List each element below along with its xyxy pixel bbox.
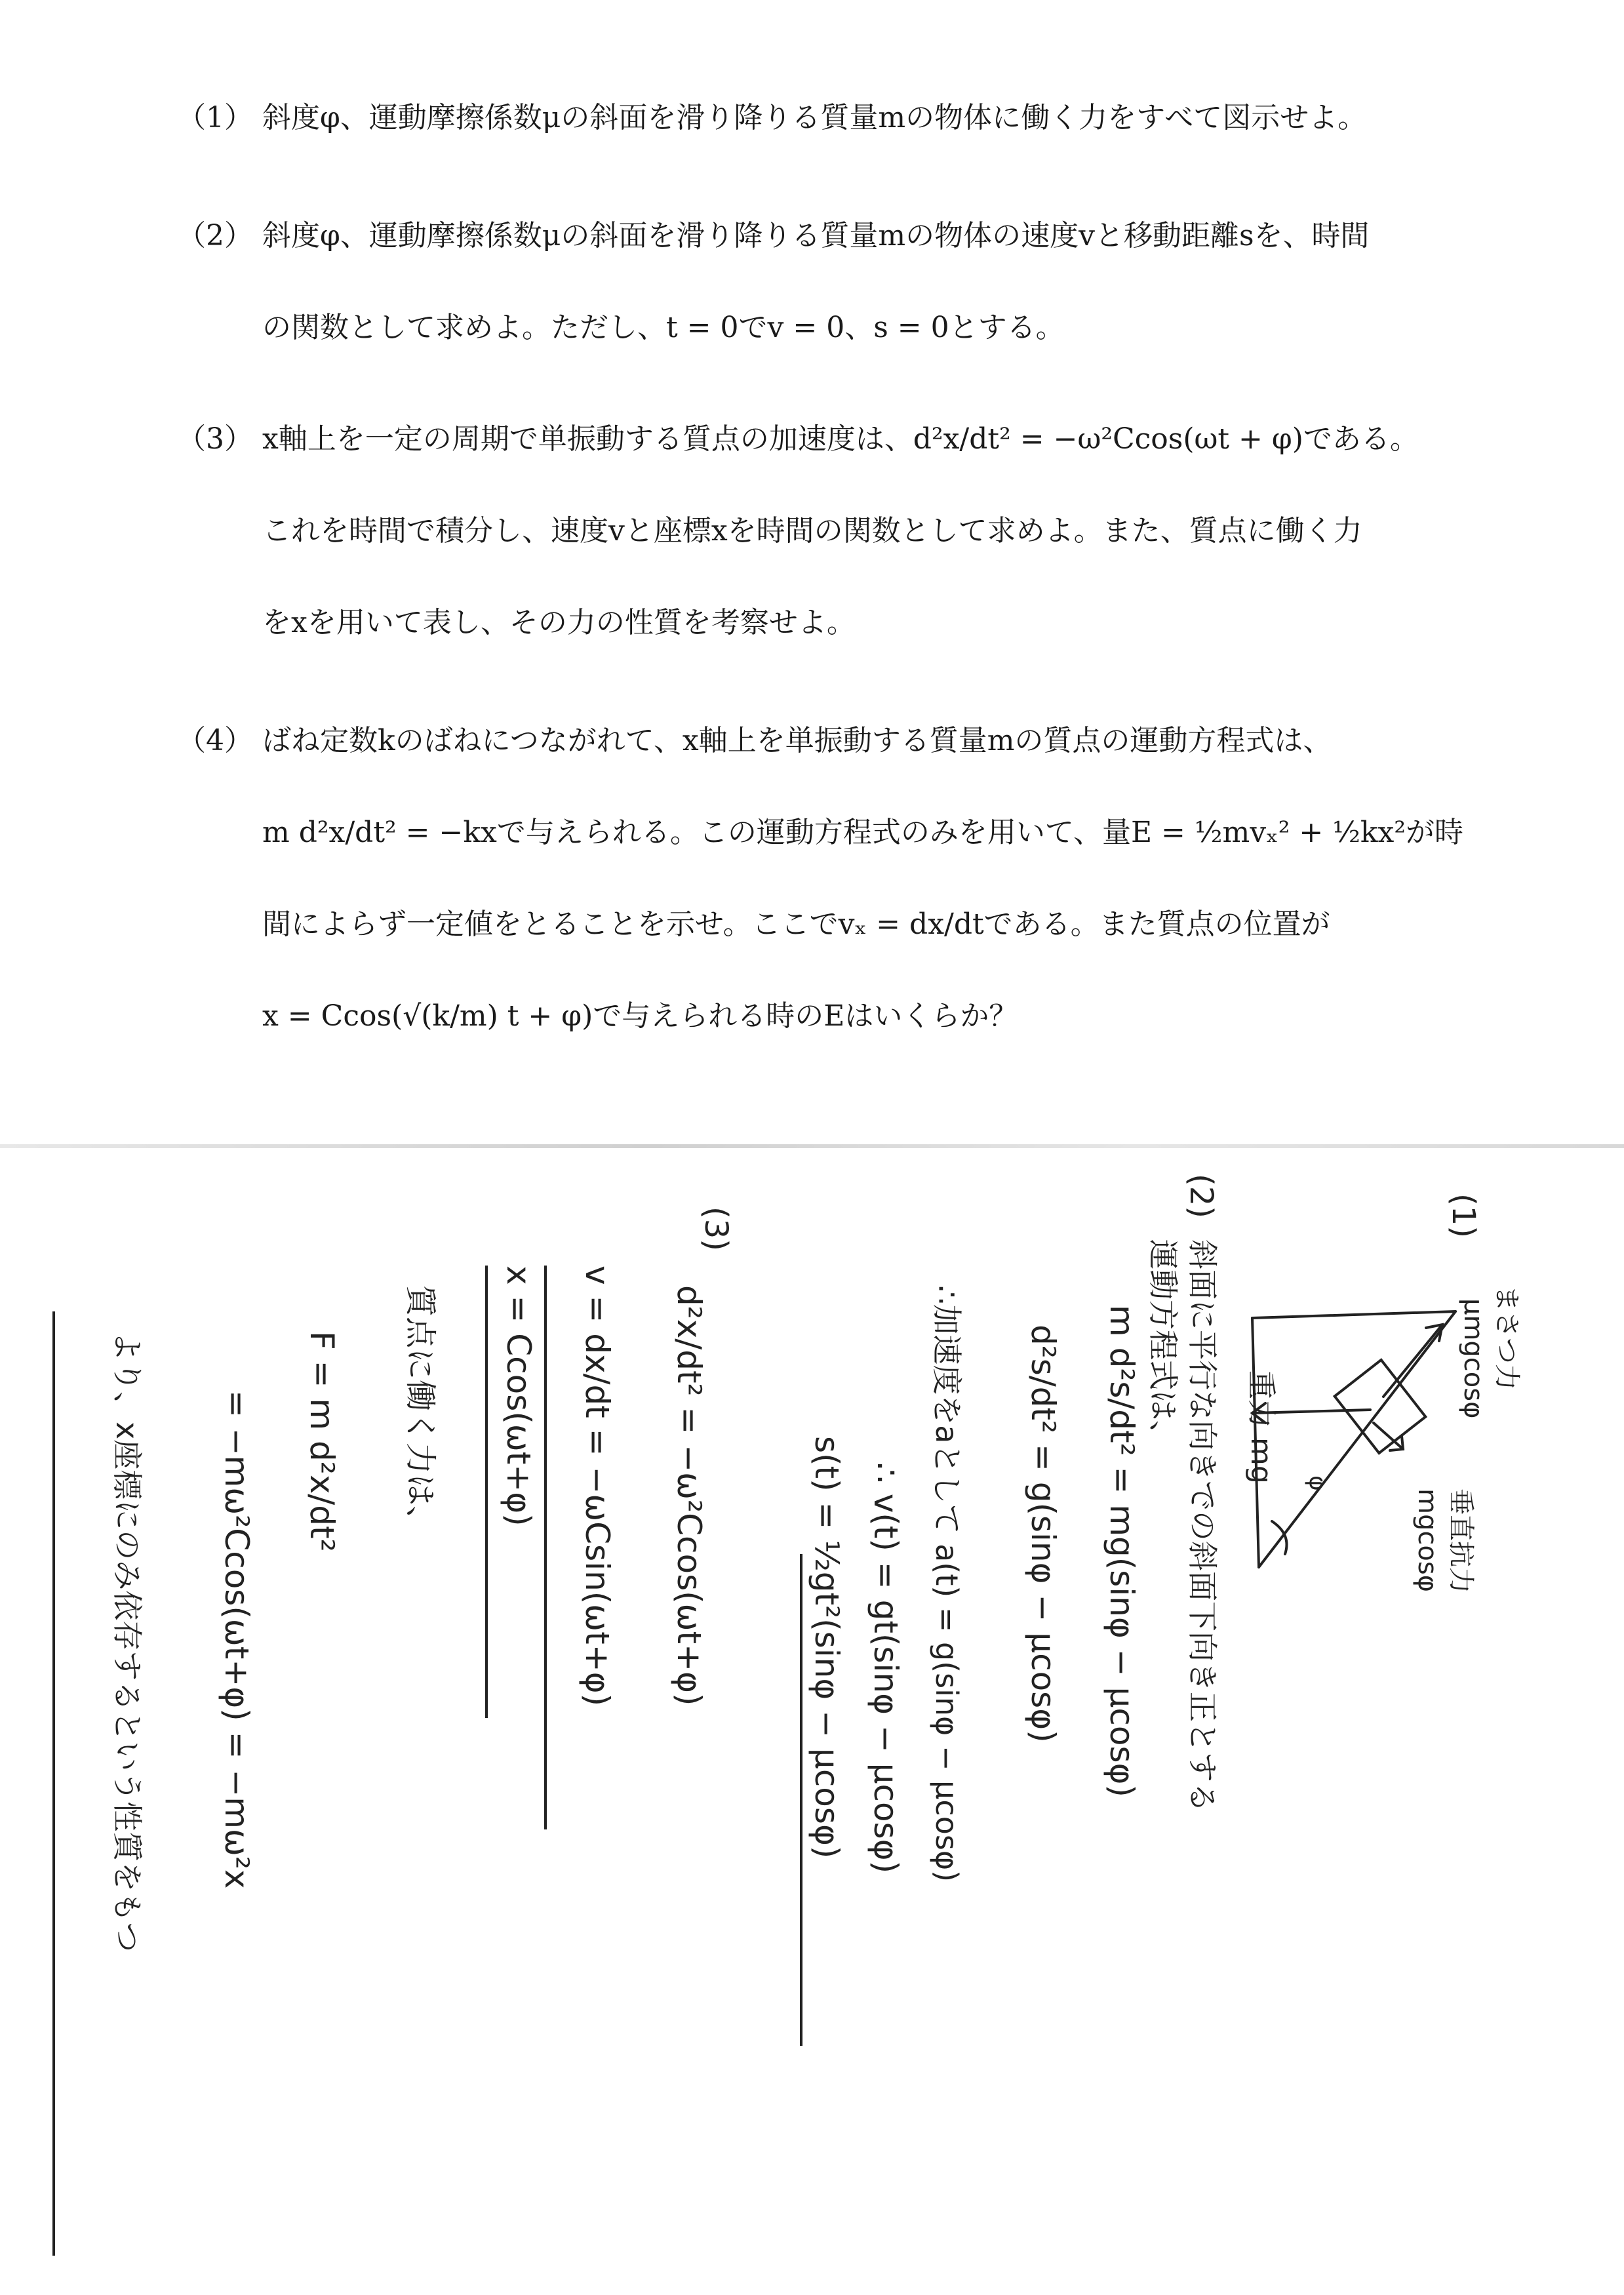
question-number: （1） [177, 101, 253, 134]
question-number: （2） [177, 219, 253, 252]
angle-label: φ [1304, 1475, 1331, 1491]
question-line: 斜度φ、運動摩擦係数μの斜面を滑り降りる質量mの物体の速度vと移動距離sを、時間 [262, 219, 1370, 252]
sliding-block [1335, 1360, 1426, 1453]
normal-force-label: 垂直抗力 [1446, 1488, 1476, 1593]
answer-2-line: s(t) = ½gt²(sinφ − μcosφ) [808, 1436, 846, 1859]
answer-3-line: より、x座標にのみ依存するという性質をもつ [109, 1331, 145, 1953]
answer-3-line: 質点に働く力は、 [402, 1285, 439, 1538]
friction-label: まさつ力 [1492, 1285, 1522, 1390]
gravity-label: 重力 mg [1244, 1370, 1278, 1484]
answer-3-line: F = m d²x/dt² [303, 1331, 341, 1552]
answer-2-line: ∴加速度をaとして a(t) = g(sinφ − μcosφ) [929, 1285, 964, 1883]
answer-2-line: 運動方程式は、 [1145, 1239, 1181, 1450]
question-4 [177, 695, 1515, 1062]
answer-3-label: (3) [698, 1207, 734, 1251]
answer-3-line: d²x/dt² = −ω²Ccos(ωt+φ) [670, 1285, 708, 1706]
answer-1-label: (1) [1445, 1193, 1482, 1238]
page-fold-line [0, 1144, 1624, 1148]
answer-3-line: = −mω²Ccos(ωt+φ) = −mω²x [218, 1390, 256, 1889]
answer-2-line: m d²s/dt² = mg(sinφ − μcosφ) [1103, 1305, 1141, 1798]
answer-3-underline [544, 1266, 547, 1829]
question-line: 斜度φ、運動摩擦係数μの斜面を滑り降りる質量mの物体に働く力をすべて図示せよ。 [262, 101, 1367, 134]
answer-2-underline [800, 1554, 802, 2046]
answer-2-line: d²s/dt² = g(sinφ − μcosφ) [1024, 1325, 1062, 1743]
answer-3-line: x = Ccos(ωt+φ) [500, 1266, 538, 1527]
incline-vertical-side [1252, 1311, 1456, 1318]
answer-3-underline [52, 1311, 55, 2256]
answer-2-line: 斜面に平行な向きでの斜面下向き正とする [1185, 1239, 1220, 1812]
question-line: x = Ccos(√(k/m) t + φ)で与えられる時のEはいくらか？ [262, 999, 1018, 1033]
question-line: の関数として求めよ。ただし、t = 0でv = 0、s = 0とする。 [262, 311, 1065, 344]
question-number: （4） [177, 724, 253, 757]
question-line: m d²x/dt² = −kxで与えられる。この運動方程式のみを用いて、量E = ½mvₓ² + ½kx²が時 [262, 816, 1464, 849]
friction-expression: μmgcosφ [1458, 1298, 1488, 1419]
question-3 [177, 393, 1515, 669]
question-line: x軸上を一定の周期で単振動する質点の加速度は、d²x/dt² = −ω²Ccos(ωt + φ)である。 [262, 422, 1419, 456]
question-number: （3） [177, 422, 253, 456]
question-line: 間によらず一定値をとることを示せ。ここでvₓ = dx/dtである。また質点の位置が [262, 908, 1330, 941]
normal-force-expression: mgcosφ [1412, 1488, 1442, 1593]
answer-3-underline [485, 1266, 488, 1718]
question-2 [177, 190, 1515, 374]
answer-3-line: v = dx/dt = −ωCsin(ωt+φ) [578, 1266, 616, 1707]
question-line: ばね定数kのばねにつながれて、x軸上を単振動する質量mの質点の運動方程式は、 [262, 724, 1332, 757]
answer-2-line: ∴ v(t) = gt(sinφ − μcosφ) [867, 1462, 905, 1874]
question-line: をxを用いて表し、その力の性質を考察せよ。 [262, 606, 856, 639]
question-1 [177, 72, 1515, 164]
question-line: これを時間で積分し、速度vと座標xを時間の関数として求めよ。また、質点に働く力 [262, 514, 1362, 548]
friction-arrow [1383, 1325, 1442, 1397]
answer-2-label: (2) [1183, 1174, 1219, 1218]
